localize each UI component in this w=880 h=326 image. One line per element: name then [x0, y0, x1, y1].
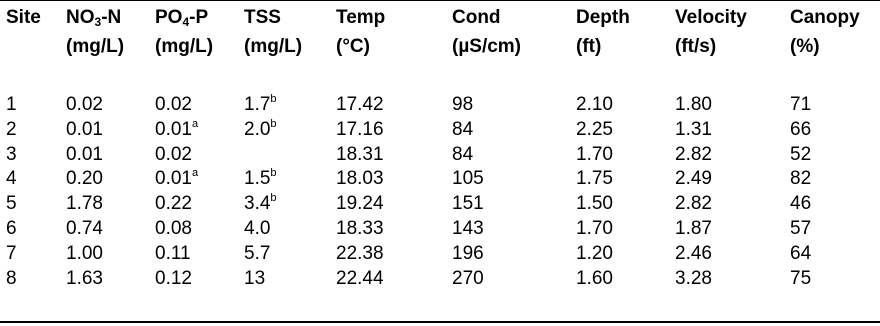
- cell-cond: [452, 145, 473, 165]
- cell-velocity-value: 2.49: [675, 168, 712, 189]
- cell-nitrate: [66, 169, 103, 189]
- cell-phosphate: [155, 145, 192, 165]
- cell-temp: [336, 120, 384, 140]
- cell-phosphate: [155, 194, 192, 214]
- cell-nitrate-value: 0.01: [66, 119, 103, 140]
- cell-phosphate: [155, 269, 192, 289]
- cell-cond: [452, 120, 473, 140]
- cell-phosphate: [155, 95, 192, 115]
- cell-tss-value: 1.7: [244, 94, 271, 115]
- cell-tss: [244, 244, 270, 264]
- cell-temp: [336, 145, 384, 165]
- cell-cond: [452, 244, 484, 264]
- cell-site-value: 1: [6, 94, 17, 115]
- cell-cond: [452, 95, 473, 115]
- cell-cond-value: 151: [452, 193, 484, 214]
- cell-depth: [576, 120, 613, 140]
- cell-nitrate: [66, 244, 103, 264]
- cell-temp: [336, 269, 384, 289]
- cell-cond-value: 84: [452, 119, 474, 140]
- cell-canopy-value: 57: [790, 218, 812, 239]
- footnote-marker: b: [270, 167, 277, 179]
- cell-temp-value: 18.31: [336, 144, 384, 165]
- cell-temp: [336, 244, 384, 264]
- cell-tss: [244, 269, 265, 289]
- cell-temp: [336, 95, 384, 115]
- cell-cond-value: 98: [452, 94, 474, 115]
- cell-site-value: 2: [6, 119, 17, 140]
- cell-site: [6, 145, 17, 165]
- cell-site: [6, 219, 17, 239]
- cell-site-value: 5: [6, 193, 17, 214]
- footnote-marker: a: [191, 167, 199, 179]
- cell-site-value: 3: [6, 144, 17, 165]
- cell-tss-value: 5.7: [244, 243, 271, 264]
- cell-nitrate-value: 0.20: [66, 168, 103, 189]
- cell-depth-value: 1.70: [576, 144, 613, 165]
- cell-depth: [576, 269, 613, 289]
- cell-tss: [244, 194, 277, 214]
- cell-nitrate-value: 1.00: [66, 243, 103, 264]
- cell-velocity: [675, 145, 712, 165]
- cell-velocity: [675, 169, 712, 189]
- cell-canopy-value: 71: [790, 94, 812, 115]
- cell-tss: [244, 219, 270, 239]
- header-canopy: Canopy (%): [790, 7, 860, 57]
- cell-velocity-value: 2.46: [675, 243, 712, 264]
- cell-nitrate: [66, 95, 103, 115]
- cell-velocity: [675, 269, 712, 289]
- cell-canopy: [790, 244, 811, 264]
- cell-site: [6, 169, 17, 189]
- cell-phosphate-value: 0.01: [155, 119, 192, 140]
- cell-phosphate: [155, 219, 192, 239]
- cell-tss-value: 4.0: [244, 218, 271, 239]
- cell-nitrate-value: 0.74: [66, 218, 103, 239]
- cell-canopy: [790, 194, 811, 214]
- cell-temp-value: 22.38: [336, 243, 384, 264]
- cell-depth-value: 1.20: [576, 243, 613, 264]
- cell-temp-value: 18.03: [336, 168, 384, 189]
- cell-cond-value: 196: [452, 243, 484, 264]
- cell-cond-value: 270: [452, 268, 484, 289]
- cell-depth-value: 1.70: [576, 218, 613, 239]
- cell-cond: [452, 219, 484, 239]
- cell-tss-value: 2.0: [244, 119, 271, 140]
- cell-canopy: [790, 269, 811, 289]
- table-bottom-rule: [0, 321, 880, 323]
- cell-depth: [576, 169, 613, 189]
- cell-tss-value: 3.4: [244, 193, 271, 214]
- cell-depth-value: 1.60: [576, 268, 613, 289]
- cell-temp-value: 17.42: [336, 94, 384, 115]
- cell-canopy-value: 52: [790, 144, 812, 165]
- footnote-marker: a: [191, 118, 199, 130]
- header-site: Site: [6, 7, 41, 28]
- cell-velocity-value: 3.28: [675, 268, 712, 289]
- cell-nitrate-value: 1.78: [66, 193, 103, 214]
- cell-site-value: 6: [6, 218, 17, 239]
- cell-site-value: 8: [6, 268, 17, 289]
- cell-canopy-value: 75: [790, 268, 812, 289]
- cell-depth: [576, 95, 613, 115]
- cell-site: [6, 194, 17, 214]
- cell-cond: [452, 194, 484, 214]
- cell-phosphate: [155, 169, 198, 189]
- cell-cond-value: 105: [452, 168, 484, 189]
- cell-depth-value: 2.25: [576, 119, 613, 140]
- cell-depth: [576, 244, 613, 264]
- cell-site: [6, 95, 17, 115]
- cell-velocity: [675, 120, 712, 140]
- cell-canopy-value: 82: [790, 168, 812, 189]
- footnote-marker: b: [270, 192, 277, 204]
- cell-canopy: [790, 145, 811, 165]
- cell-site: [6, 269, 17, 289]
- table-top-rule: [0, 0, 880, 1]
- header-phosphate: $PO_4-P$ (mg/L): [155, 7, 214, 57]
- cell-phosphate: [155, 244, 191, 264]
- cell-depth-value: 1.50: [576, 193, 613, 214]
- cell-temp: [336, 219, 384, 239]
- cell-cond: [452, 169, 484, 189]
- cell-tss-value: 1.5: [244, 168, 271, 189]
- cell-nitrate: [66, 194, 103, 214]
- cell-nitrate: [66, 120, 103, 140]
- cell-depth: [576, 194, 613, 214]
- cell-phosphate-value: 0.08: [155, 218, 192, 239]
- cell-velocity-value: 1.31: [675, 119, 712, 140]
- header-tss: TSS (mg/L): [244, 7, 303, 57]
- cell-canopy-value: 64: [790, 243, 812, 264]
- header-velocity: Velocity (ft/s): [675, 7, 747, 57]
- cell-phosphate-value: 0.22: [155, 193, 192, 214]
- cell-nitrate: [66, 269, 103, 289]
- cell-site-value: 4: [6, 168, 17, 189]
- cell-depth-value: 1.75: [576, 168, 613, 189]
- cell-canopy: [790, 219, 811, 239]
- cell-velocity: [675, 194, 712, 214]
- cell-tss: [244, 95, 277, 115]
- header-depth: Depth (ft): [576, 7, 630, 57]
- cell-velocity-value: 2.82: [675, 144, 712, 165]
- cell-cond-value: 84: [452, 144, 474, 165]
- cell-canopy-value: 46: [790, 193, 812, 214]
- cell-nitrate-value: 1.63: [66, 268, 103, 289]
- cell-phosphate-value: 0.02: [155, 144, 192, 165]
- cell-tss: [244, 120, 277, 140]
- cell-site: [6, 244, 17, 264]
- cell-velocity: [675, 219, 712, 239]
- cell-cond: [452, 269, 484, 289]
- cell-tss: [244, 169, 277, 189]
- cell-site: [6, 120, 17, 140]
- cell-canopy: [790, 169, 811, 189]
- cell-nitrate-value: 0.02: [66, 94, 103, 115]
- cell-phosphate: [155, 120, 198, 140]
- cell-velocity-value: 2.82: [675, 193, 712, 214]
- cell-nitrate: [66, 219, 103, 239]
- cell-nitrate: [66, 145, 103, 165]
- cell-phosphate-value: 0.11: [155, 243, 191, 264]
- cell-temp: [336, 194, 384, 214]
- cell-velocity: [675, 244, 712, 264]
- cell-temp-value: 22.44: [336, 268, 384, 289]
- cell-phosphate-value: 0.12: [155, 268, 192, 289]
- cell-temp-value: 18.33: [336, 218, 384, 239]
- header-temp: Temp (°C): [336, 7, 386, 57]
- footnote-marker: b: [270, 93, 277, 105]
- cell-depth-value: 2.10: [576, 94, 613, 115]
- cell-velocity: [675, 95, 712, 115]
- cell-canopy: [790, 120, 811, 140]
- cell-canopy-value: 66: [790, 119, 812, 140]
- cell-temp-value: 19.24: [336, 193, 384, 214]
- cell-velocity-value: 1.87: [675, 218, 712, 239]
- cell-nitrate-value: 0.01: [66, 144, 103, 165]
- cell-phosphate-value: 0.02: [155, 94, 192, 115]
- cell-site-value: 7: [6, 243, 17, 264]
- cell-depth: [576, 145, 613, 165]
- cell-cond-value: 143: [452, 218, 484, 239]
- cell-phosphate-value: 0.01: [155, 168, 192, 189]
- header-cond: Cond (µS/cm): [452, 7, 522, 57]
- cell-canopy: [790, 95, 811, 115]
- cell-temp-value: 17.16: [336, 119, 384, 140]
- cell-temp: [336, 169, 384, 189]
- cell-depth: [576, 219, 613, 239]
- cell-tss-value: 13: [244, 268, 266, 289]
- footnote-marker: b: [270, 118, 277, 130]
- cell-velocity-value: 1.80: [675, 94, 712, 115]
- header-nitrate: $NO_3-N$ (mg/L): [66, 7, 125, 57]
